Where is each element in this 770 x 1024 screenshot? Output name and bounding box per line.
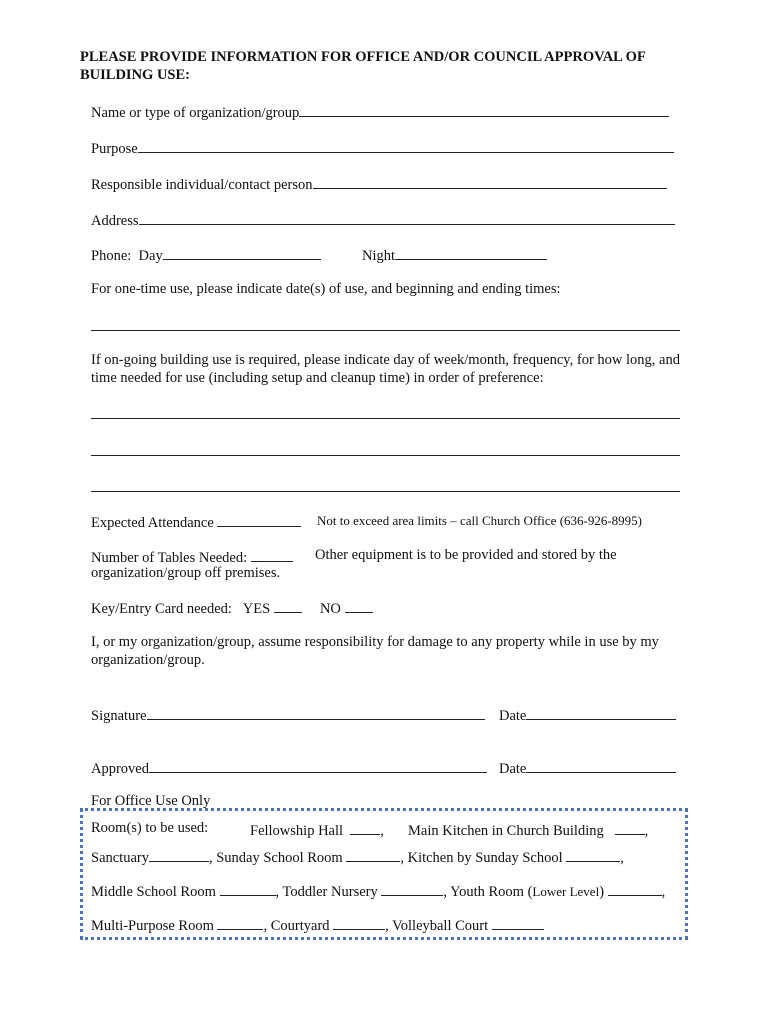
tables-note-1: Other equipment is to be provided and stored by the	[315, 547, 617, 563]
attendance-input-line[interactable]	[217, 512, 301, 527]
office-row-2: Sanctuary , Sunday School Room , Kitchen by Sunday School ,	[91, 847, 624, 867]
tables-input-line[interactable]	[251, 547, 293, 562]
toddler-nursery-label: Toddler Nursery	[282, 884, 378, 900]
attendance-note: Not to exceed area limits – call Church Office (636-926-8995)	[317, 513, 643, 528]
main-kitchen-row: Main Kitchen in Church Building ,	[408, 820, 648, 840]
address-input-line[interactable]	[139, 210, 675, 225]
approved-row	[91, 758, 487, 778]
ongoing-answer-line-2[interactable]	[91, 455, 680, 456]
signature-date-row	[499, 705, 676, 725]
multi-purpose-room-label: Multi-Purpose Room	[91, 918, 214, 934]
sunday-school-room-label: Sunday School Room	[216, 850, 343, 866]
tables-label: Number of Tables Needed:	[91, 550, 248, 566]
lower-level-label: Lower Level	[532, 884, 600, 899]
kitchen-sunday-school-input[interactable]	[566, 847, 620, 862]
contact-row	[91, 174, 667, 194]
approved-label: Approved	[91, 761, 149, 777]
office-row-4: Multi-Purpose Room , Courtyard , Volleyball Court	[91, 915, 544, 935]
attendance-row	[91, 512, 301, 532]
main-kitchen-label: Main Kitchen in Church Building	[408, 823, 604, 839]
ongoing-answer-line-3[interactable]	[91, 491, 680, 492]
kitchen-sunday-school-label: Kitchen by Sunday School	[407, 850, 563, 866]
address-label: Address	[91, 213, 139, 229]
key-card-row	[91, 598, 373, 618]
attendance-label: Expected Attendance	[91, 515, 214, 531]
purpose-input-line[interactable]	[138, 138, 674, 153]
purpose-label: Purpose	[91, 141, 138, 157]
night-phone-row	[362, 245, 547, 265]
night-phone-input-line[interactable]	[395, 245, 547, 260]
office-row-3: Middle School Room , Toddler Nursery , Youth Room (Lower Level) ,	[91, 881, 665, 901]
phone-row	[91, 245, 321, 265]
approved-date-input-line[interactable]	[526, 758, 676, 773]
one-time-answer-line[interactable]	[91, 330, 680, 331]
fellowship-hall-label: Fellowship Hall	[250, 823, 344, 839]
approved-date-label: Date	[499, 761, 527, 777]
courtyard-input[interactable]	[333, 915, 385, 930]
main-kitchen-input[interactable]	[615, 820, 645, 835]
night-label: Night	[362, 248, 396, 264]
approved-input-line[interactable]	[149, 758, 487, 773]
volleyball-court-input[interactable]	[492, 915, 544, 930]
sunday-school-room-input[interactable]	[346, 847, 400, 862]
fellowship-hall-row: Fellowship Hall ,	[250, 820, 384, 840]
sanctuary-input[interactable]	[149, 847, 209, 862]
youth-room-label: Youth Room (	[450, 884, 533, 900]
rooms-label: Room(s) to be used:	[91, 820, 209, 836]
org-label: Name or type of organization/group	[91, 105, 300, 121]
sanctuary-label: Sanctuary	[91, 850, 149, 866]
youth-room-paren: )	[599, 884, 605, 900]
phone-label: Phone:	[91, 248, 132, 264]
middle-school-room-label: Middle School Room	[91, 884, 216, 900]
signature-label: Signature	[91, 708, 147, 724]
signature-row	[91, 705, 485, 725]
key-card-yes-input[interactable]	[274, 598, 302, 613]
form-heading: PLEASE PROVIDE INFORMATION FOR OFFICE AND/OR COUNCIL APPROVAL OF BUILDING USE:	[80, 49, 646, 83]
fellowship-hall-input[interactable]	[350, 820, 380, 835]
org-input-line[interactable]	[299, 102, 669, 117]
key-card-label: Key/Entry Card needed:	[91, 601, 232, 617]
purpose-row	[91, 138, 674, 158]
volleyball-court-label: Volleyball Court	[392, 918, 489, 934]
tables-row	[91, 547, 293, 567]
middle-school-room-input[interactable]	[220, 881, 276, 896]
youth-room-input[interactable]	[608, 881, 662, 896]
key-card-no-label: NO	[319, 601, 341, 617]
signature-input-line[interactable]	[147, 705, 485, 720]
multi-purpose-room-input[interactable]	[217, 915, 263, 930]
contact-label: Responsible individual/contact person	[91, 177, 313, 193]
approved-date-row	[499, 758, 676, 778]
office-use-title: For Office Use Only	[91, 793, 211, 809]
ongoing-instructions: If on-going building use is required, please indicate day of week/month, frequency, for how long, and time needed for use (including setup and cleanup time) in order of preference:	[91, 352, 680, 386]
tables-note-2: organization/group off premises.	[91, 565, 281, 581]
signature-date-label: Date	[499, 708, 527, 724]
responsibility-statement: I, or my organization/group, assume responsibility for damage to any property while in use by my organization/group.	[91, 634, 659, 668]
one-time-instructions: For one-time use, please indicate date(s) of use, and beginning and ending times:	[91, 281, 561, 297]
key-card-no-input[interactable]	[345, 598, 373, 613]
key-card-yes-label: YES	[242, 601, 271, 617]
toddler-nursery-input[interactable]	[381, 881, 443, 896]
signature-date-input-line[interactable]	[526, 705, 676, 720]
org-row	[91, 102, 669, 122]
day-phone-input-line[interactable]	[163, 245, 321, 260]
ongoing-answer-line-1[interactable]	[91, 418, 680, 419]
courtyard-label: Courtyard	[270, 918, 330, 934]
address-row	[91, 210, 675, 230]
day-label: Day	[138, 248, 163, 264]
contact-input-line[interactable]	[313, 174, 667, 189]
